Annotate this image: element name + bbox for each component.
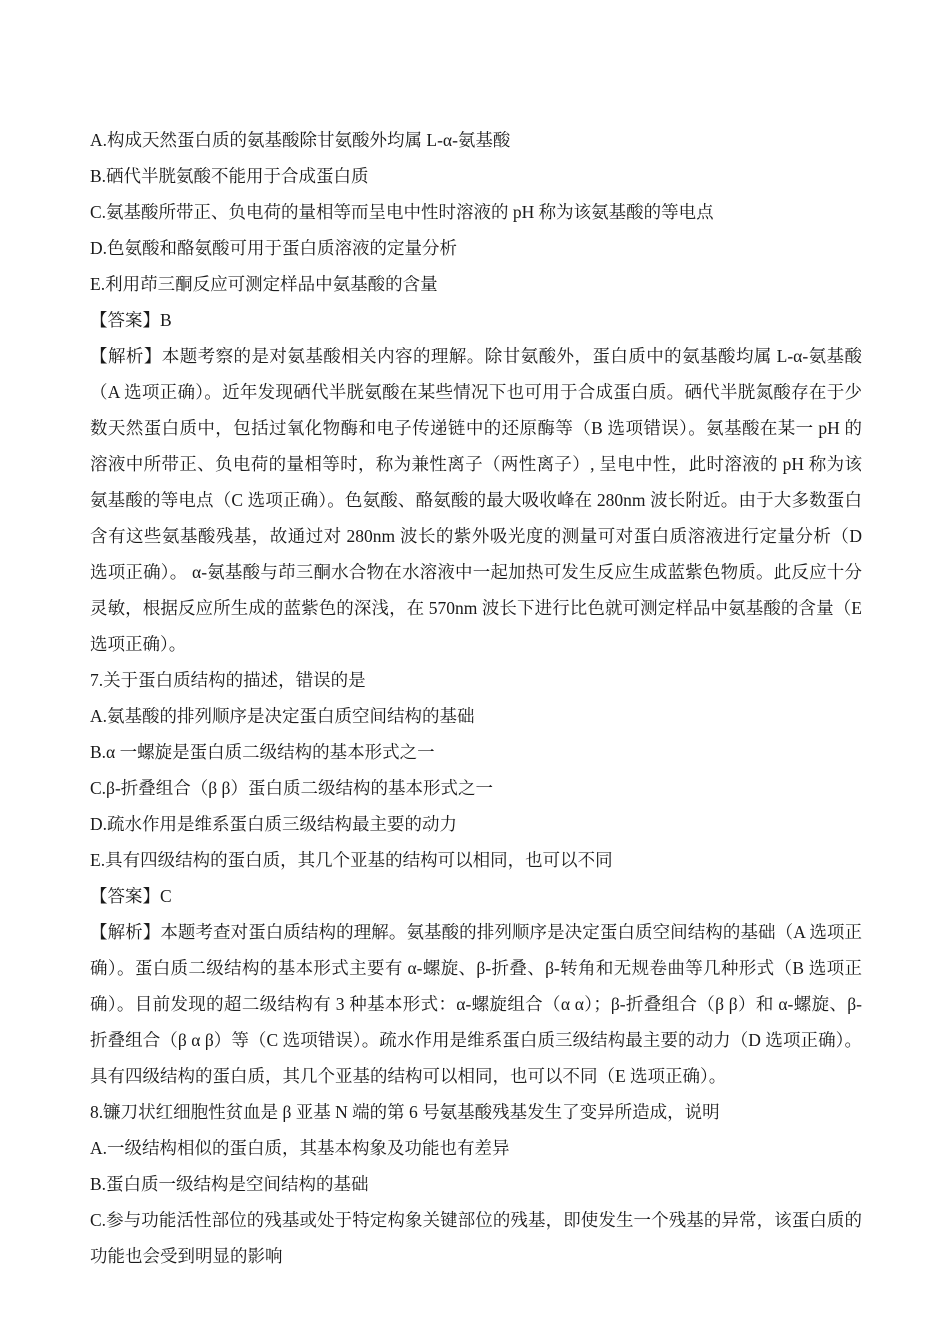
explanation-paragraph: 【解析】本题考察的是对氨基酸相关内容的理解。除甘氨酸外，蛋白质中的氨基酸均属 L-α-氨基酸（A 选项正确）。近年发现硒代半胱氨酸在某些情况下也可用于合成蛋白质。硒代半胱氮酸存在于少数天然蛋白质中，包括过氧化物酶和电子传递链中的还原酶等（B 选项错误）。氨基酸在某一 pH 的溶液中所带正、负电荷的量相等时，称为兼性离子（两性离子）, 呈电中性，此时溶液的 pH 称为该氨基酸的等电点（C 选项正确）。色氨酸、酪氨酸的最大吸收峰在 280nm 波长附近。由于大多数蛋白含有这些氨基酸残基，故通过对 280nm 波长的紫外吸光度的测量可对蛋白质溶液进行定量分析（D 选项正确）。 α-氨基酸与茚三酮水合物在水溶液中一起加热可发生反应生成蓝紫色物质。此反应十分灵敏，根据反应所生成的蓝紫色的深浅，在 570nm 波长下进行比色就可测定样品中氨基酸的含量（E 选项正确）。 (90, 346, 862, 654)
answer-line: 【答案】B (90, 310, 172, 330)
option-line: C.β-折叠组合（β β）蛋白质二级结构的基本形式之一 (90, 778, 493, 798)
question-block (90, 122, 862, 662)
question-block (90, 662, 862, 1094)
explanation-paragraph: 【解析】本题考查对蛋白质结构的理解。氨基酸的排列顺序是决定蛋白质空间结构的基础（A 选项正确）。蛋白质二级结构的基本形式主要有 α-螺旋、β-折叠、β-转角和无规卷曲等几种形式（B 选项正确）。目前发现的超二级结构有 3 种基本形式：α-螺旋组合（α α）；β-折叠组合（β β）和 α-螺旋、β-折叠组合（β α β）等（C 选项错误）。疏水作用是维系蛋白质三级结构最主要的动力（D 选项正确）。具有四级结构的蛋白质，其几个亚基的结构可以相同，也可以不同（E 选项正确）。 (90, 922, 862, 1086)
question-stem: 7.关于蛋白质结构的描述，错误的是 (90, 670, 366, 690)
option-line: A.一级结构相似的蛋白质，其基本构象及功能也有差异 (90, 1138, 510, 1158)
question-block (90, 1094, 862, 1274)
option-line: D.色氨酸和酪氨酸可用于蛋白质溶液的定量分析 (90, 238, 458, 258)
question-stem: 8.镰刀状红细胞性贫血是 β 亚基 N 端的第 6 号氨基酸残基发生了变异所造成，说明 (90, 1102, 720, 1122)
option-line: E.利用茚三酮反应可测定样品中氨基酸的含量 (90, 274, 438, 294)
option-line: A.构成天然蛋白质的氨基酸除甘氨酸外均属 L-α-氨基酸 (90, 130, 511, 150)
option-line: E.具有四级结构的蛋白质，其几个亚基的结构可以相同，也可以不同 (90, 850, 613, 870)
option-line: B.硒代半胱氨酸不能用于合成蛋白质 (90, 166, 369, 186)
option-line: C.氨基酸所带正、负电荷的量相等而呈电中性时溶液的 pH 称为该氨基酸的等电点 (90, 202, 714, 222)
option-line: B.蛋白质一级结构是空间结构的基础 (90, 1174, 369, 1194)
option-line: D.疏水作用是维系蛋白质三级结构最主要的动力 (90, 814, 458, 834)
option-line: C.参与功能活性部位的残基或处于特定构象关键部位的残基，即使发生一个残基的异常，该蛋白质的功能也会受到明显的影响 (90, 1210, 862, 1266)
answer-line: 【答案】C (90, 886, 172, 906)
option-line: B.α 一螺旋是蛋白质二级结构的基本形式之一 (90, 742, 435, 762)
option-line: A.氨基酸的排列顺序是决定蛋白质空间结构的基础 (90, 706, 475, 726)
